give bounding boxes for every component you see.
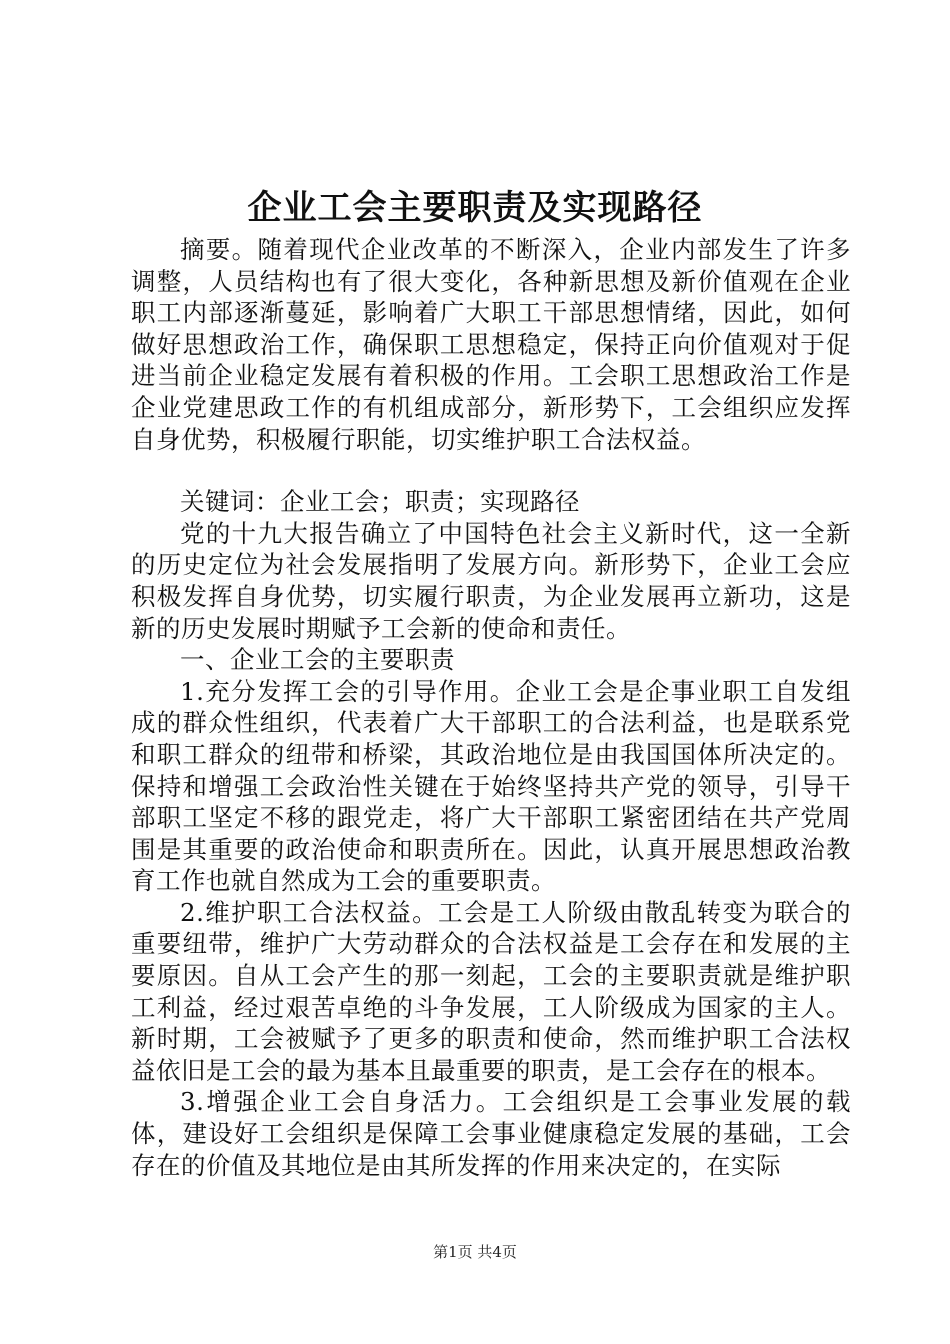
intro-paragraph: 党的十九大报告确立了中国特色社会主义新时代，这一全新的历史定位为社会发展指明了发展方向。新形势下，企业工会应积极发挥自身优势，切实履行职责，为企业发展再立新功，这是新的历史发展时期赋予工会新的使命和责任。 [131,518,851,643]
abstract-paragraph: 摘要。随着现代企业改革的不断深入，企业内部发生了许多调整，人员结构也有了很大变化，各种新思想及新价值观在企业职工内部逐渐蔓延，影响着广大职工干部思想情绪，因此，如何做好思想政治工作，确保职工思想稳定，保持正向价值观对于促进当前企业稳定发展有着积极的作用。工会职工思想政治工作是企业党建思政工作的有机组成部分，新形势下，工会组织应发挥自身优势，积极履行职能，切实维护职工合法权益。 [131,235,851,454]
document-body [131,234,851,1181]
page-number-footer: 第1页 共4页 [433,1243,517,1261]
body-paragraph: 3.增强企业工会自身活力。工会组织是工会事业发展的载体，建设好工会组织是保障工会事业健康稳定发展的基础，工会存在的价值及其地位是由其所发挥的作用来决定的，在实际 [131,1087,851,1180]
keywords-paragraph: 关键词：企业工会；职责；实现路径 [180,487,580,517]
body-paragraph: 2.维护职工合法权益。工会是工人阶级由散乱转变为联合的重要纽带，维护广大劳动群众的合法权益是工会存在和发展的主要原因。自从工会产生的那一刻起，工会的主要职责就是维护职工利益，经过艰苦卓绝的斗争发展，工人阶级成为国家的主人。新时期，工会被赋予了更多的职责和使命，然而维护职工合法权益依旧是工会的最为基本且最重要的职责，是工会存在的根本。 [131,897,851,1085]
section-heading: 一、企业工会的主要职责 [180,645,455,675]
body-paragraph: 1.充分发挥工会的引导作用。企业工会是企事业职工自发组成的群众性组织，代表着广大干部职工的合法利益，也是联系党和职工群众的纽带和桥梁，其政治地位是由我国国体所决定的。保持和增强工会政治性关键在于始终坚持共产党的领导，引导干部职工坚定不移的跟党走，将广大干部职工紧密团结在共产党周围是其重要的政治使命和职责所在。因此，认真开展思想政治教育工作也就自然成为工会的重要职责。 [131,676,851,896]
document-title: 企业工会主要职责及实现路径 [247,188,703,228]
